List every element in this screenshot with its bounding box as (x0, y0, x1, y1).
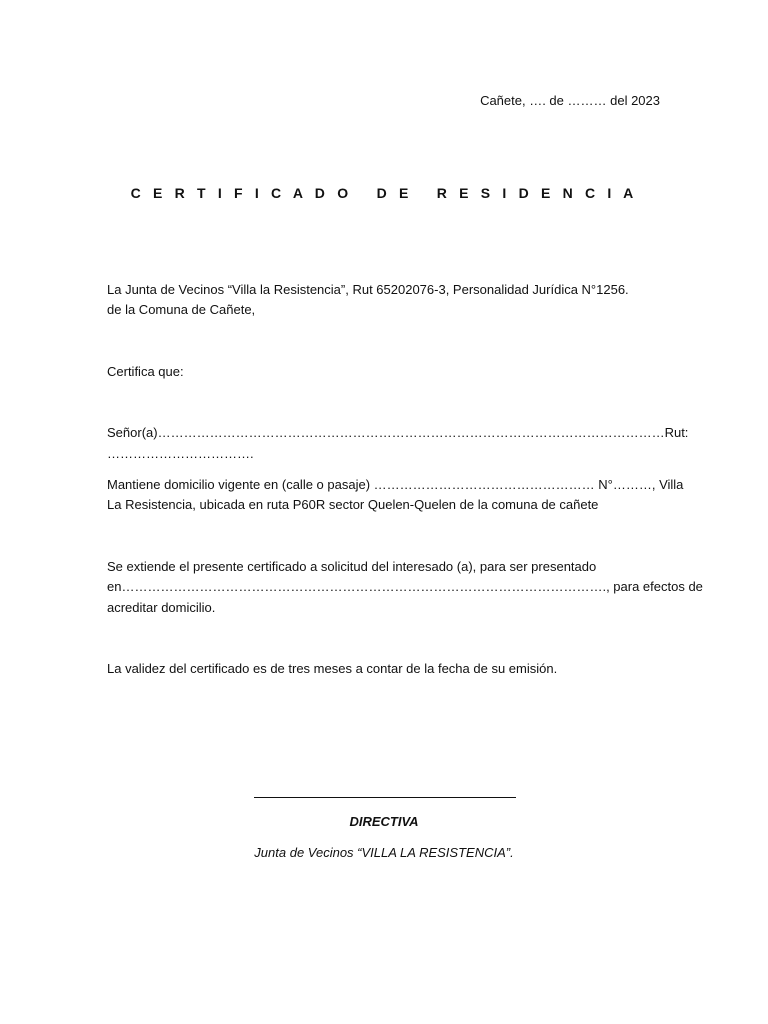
signature-organization: Junta de Vecinos “VILLA LA RESISTENCIA”. (254, 845, 514, 860)
signature-role: DIRECTIVA (349, 814, 419, 829)
purpose-line-3: acreditar domicilio. (107, 600, 216, 615)
validity-line: La validez del certificado es de tres meses a contar de la fecha de su emisión. (107, 661, 558, 676)
intro-line-2: de la Comuna de Cañete, (107, 302, 256, 317)
document-title: C E R T I F I C A D O D E R E S I D E N C I A (130, 185, 638, 201)
purpose-line-2: en…………………………………………………………………………………………………., para efectos de (107, 579, 703, 594)
person-line-1: Señor(a)………………………………………………………………………………………………………Rut: (107, 425, 689, 440)
signature-line (254, 797, 516, 798)
certifies-label: Certifica que: (107, 364, 184, 379)
person-line-2: ……………………………. (107, 446, 254, 461)
address-line-2: La Resistencia, ubicada en ruta P60R sector Quelen-Quelen de la comuna de cañete (107, 497, 599, 512)
purpose-line-1: Se extiende el presente certificado a solicitud del interesado (a), para ser presentado (107, 559, 597, 574)
date-line: Cañete, …. de ……… del 2023 (480, 93, 660, 108)
intro-line-1: La Junta de Vecinos “Villa la Resistencia”, Rut 65202076-3, Personalidad Jurídica N°1256. (107, 282, 629, 297)
address-line-1: Mantiene domicilio vigente en (calle o pasaje) …………………………………………… N°………, Villa (107, 477, 684, 492)
